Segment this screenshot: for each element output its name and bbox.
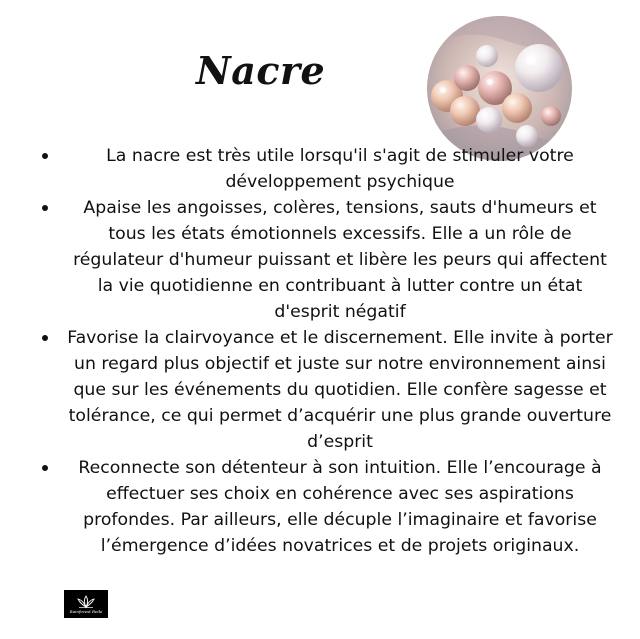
bullet-dot-icon	[42, 153, 48, 159]
bullet-text: Apaise les angoisses, colères, tensions, sauts d'humeurs et tous les états émotionnels excessifs. Elle a un rôle de régulateur d'humeur puissant et libère les peurs qui affectent la vie quotidienne en contribuant à lutter contre un état d'esprit négatif	[73, 198, 607, 322]
bullet-item	[36, 195, 614, 325]
bullet-text: Reconnecte son détenteur à son intuition. Elle l’encourage à effectuer ses choix en cohérence avec ses aspirations profondes. Par ailleurs, elle décuple l’imaginaire et favorise l’émergence d’idées novatrices et de projets originaux.	[78, 458, 602, 556]
pearls-photo-icon	[427, 16, 572, 161]
bullet-dot-icon	[42, 335, 48, 341]
brand-logo	[64, 590, 108, 618]
bullet-content	[36, 143, 614, 559]
logo-text: Rainforest Reiki	[69, 608, 103, 614]
bullet-list	[36, 143, 614, 559]
page-title: Nacre	[196, 48, 326, 93]
bullet-item	[36, 455, 614, 559]
bullet-item	[36, 143, 614, 195]
bullet-dot-icon	[42, 465, 48, 471]
bullet-text: Favorise la clairvoyance et le discernement. Elle invite à porter un regard plus objectif et juste sur notre environnement ainsi que sur les événements du quotidien. Elle confère sagesse et tolérance, ce qui permet d’acquérir une plus grande ouverture d’esprit	[67, 328, 613, 452]
bullet-dot-icon	[42, 205, 48, 211]
bullet-item	[36, 325, 614, 455]
bullet-text: La nacre est très utile lorsqu'il s'agit de stimuler votre développement psychique	[106, 146, 574, 192]
lotus-icon	[76, 595, 96, 609]
